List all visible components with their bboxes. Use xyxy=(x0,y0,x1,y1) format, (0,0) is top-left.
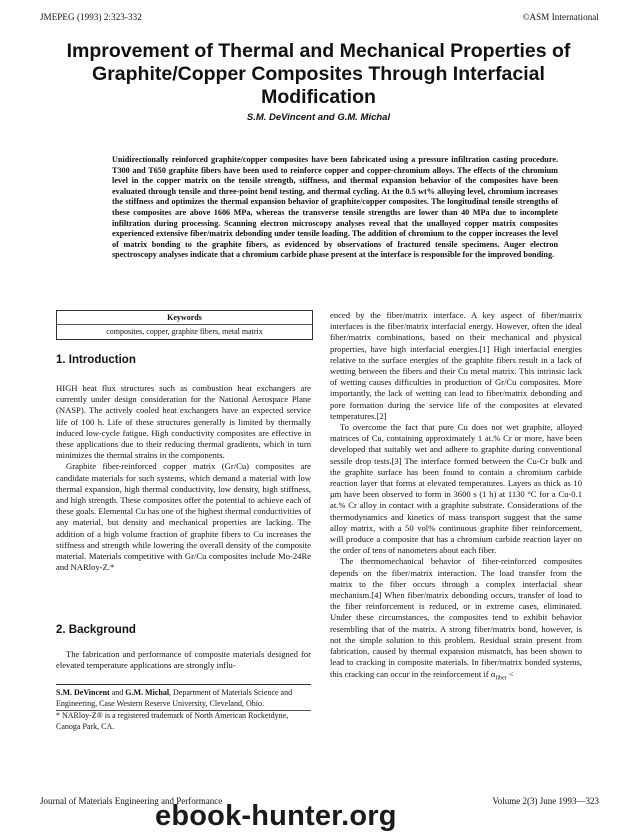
footnote-affiliation-text: , Department of Materials Science and Engineering, Case Western Reserve University, Cleveland, Ohio. xyxy=(56,688,293,708)
section-heading-background: 2. Background xyxy=(56,624,136,636)
keywords-title: Keywords xyxy=(167,313,202,322)
right-paragraph-3 xyxy=(330,556,582,684)
journal-citation: JMEPEG (1993) 2:323-332 xyxy=(40,12,142,22)
intro-paragraph-1 xyxy=(56,383,311,461)
drop-cap-lead: HIGH xyxy=(56,383,78,393)
footnote-author-2: G.M. Michal xyxy=(125,688,170,697)
footer-volume-page: Volume 2(3) June 1993—323 xyxy=(492,796,599,806)
watermark: ebook-hunter.org xyxy=(155,800,397,832)
footnote-rule xyxy=(56,684,311,685)
right-paragraph-2: To overcome the fact that pure Cu does not wet graphite, alloyed matrices of Cu, containing approximately 1 at.% Cr or more, have been developed that suitably wet and adhere to graphite during conventional sessile drop tests.[3] The interface formed between the Cu-Cr bulk and the graphite surface has been found to contain a chromium carbide reaction layer that forms at elevated temperatures. Layers as thick as 10 μm have been observed to form in 3600 s (1 h) at 1130 °C for a Cu-0.1 at.% Cr alloy in contact with a graphite substrate. Considerations of the thermodynamics and kinetics of mass transport suggest that the same alloy matrix, with a 50 vol% continuous graphite fiber reinforcement, will produce a composite that has a chromium carbide reaction layer on the order of tens of nanometers about each fiber. xyxy=(330,422,582,556)
right-paragraph-3-text: The thermomechanical behavior of fiber-reinforced composites depends on the fiber/matrix interaction. The load transfer from the matrix to the fiber occurs through a complex interfacial shear mechanism.[4] When fiber/matrix debonding occurs, transfer of load to the fiber reinforcement is reduced, or in extreme cases, eliminated. Under these circumstances, the composites tend to exhibit behavior resembling that of the matrix. A strong fiber/matrix bond, however, is not the simple solution to this problem. Residual strain present from fabrication, caused by thermal expansion mismatch, has been shown to lead to cracking in composite materials. In fiber/matrix bonded systems, this cracking can occur in the reinforcement if α xyxy=(330,556,582,679)
left-column-introduction xyxy=(56,383,311,573)
copyright-notice: ©ASM International xyxy=(522,12,599,22)
right-column xyxy=(330,310,582,684)
keywords-text: composites, copper, graphite fibers, metal matrix xyxy=(106,327,263,336)
footnote-trademark: * NARloy-Z® is a registered trademark of North American Rocketdyne, Canoga Park, CA. xyxy=(56,710,311,732)
footnote-and: and xyxy=(109,688,126,697)
footer-journal: Journal of Materials Engineering and Performance xyxy=(40,796,223,806)
keywords-box xyxy=(56,310,313,340)
right-paragraph-3-tail: < xyxy=(506,668,514,679)
authors-line: S.M. DeVincent and G.M. Michal xyxy=(246,112,391,123)
right-paragraph-1: enced by the fiber/matrix interface. A key aspect of fiber/matrix interfaces is the fiber/matrix interfacial energy. However, often the ideal fiber/matrix combinations, based on their mechanical and physical properties, have high interfacial energies.[1] High interfacial energies relative to the surface energies of the graphite fibers result in a lack of wetting between the fibers and their Cu metal matrix. This intrinsic lack of wetting causes difficulties in production of Gr/Cu composites. More importantly, the lack of wetting can lead to fiber/matrix debonding and pore formation during the service life of the composites at elevated temperatures.[2] xyxy=(330,310,582,421)
section-heading-introduction: 1. Introduction xyxy=(56,354,136,366)
keywords-divider xyxy=(57,324,312,325)
intro-paragraph-1-text: heat flux structures such as combustion heat exchangers are currently under design consideration for the National Aerospace Plane (NASP). The actively cooled heat exchangers have an expected service life of 100 h. Life of these structures generally is limited by thermally induced low-cycle fatigue. High conductivity composites are effective in these applications due to their reducing thermal gradients, which in turn minimizes the thermal strains in the components. xyxy=(56,383,311,461)
intro-paragraph-2: Graphite fiber-reinforced copper matrix (Gr/Cu) composites are candidate materials for such systems, which demand a material with low thermal expansion, high thermal conductivity, low density, high stiffness, and high strength. These composites offer the potential to achieve each of these goals. Elemental Cu has one of the highest thermal conductivities of any material, but density and mechanical properties are lacking. The addition of a high volume fraction of graphite fibers to Cu increases the stiffness and strength while lowering the overall density of the composite material. Materials competitive with Gr/Cu composites include Mo-24Re and NARloy-Z.* xyxy=(56,461,311,573)
footnote-affiliation xyxy=(56,688,311,709)
paper-title: Improvement of Thermal and Mechanical Properties of Graphite/Copper Composites Through Interfacial Modification xyxy=(66,40,571,108)
background-paragraph-1: The fabrication and performance of composite materials designed for elevated temperature applications are strongly influ- xyxy=(56,649,311,671)
alpha-subscript: fiber xyxy=(495,675,507,682)
footnote xyxy=(56,688,311,732)
footnote-author-1: S.M. DeVincent xyxy=(56,688,110,697)
abstract: Unidirectionally reinforced graphite/copper composites have been fabricated using a pressure infiltration casting procedure. T300 and T650 graphite fibers have been used to reinforce copper and copper-chromium alloys. The effects of the chromium level in the copper matrix on the tensile strength, stiffness, and thermal expansion behavior of the composites have been evaluated through tensile and three-point bend testing, and thermal cycling. At the 0.5 wt% alloying level, chromium increases the stiffness and optimizes the thermal expansion behavior of graphite/copper composites. The longitudinal tensile strengths of these composites are above 1606 MPa, whereas the transverse tensile strengths are lower than 40 MPa due to incomplete infiltration during processing. Scanning electron microscopy analyses reveal that the unalloyed copper matrix composites experienced extensive fiber/matrix debonding under tensile loading. The addition of chromium to the copper increases the level of matrix bonding to the graphite fibers, as evidenced by observations of fractured tensile specimens. Auger electron spectroscopy analyses indicate that a chromium carbide phase present at the interface is responsible for the improved bonding. xyxy=(112,155,558,260)
left-column-background xyxy=(56,649,311,671)
